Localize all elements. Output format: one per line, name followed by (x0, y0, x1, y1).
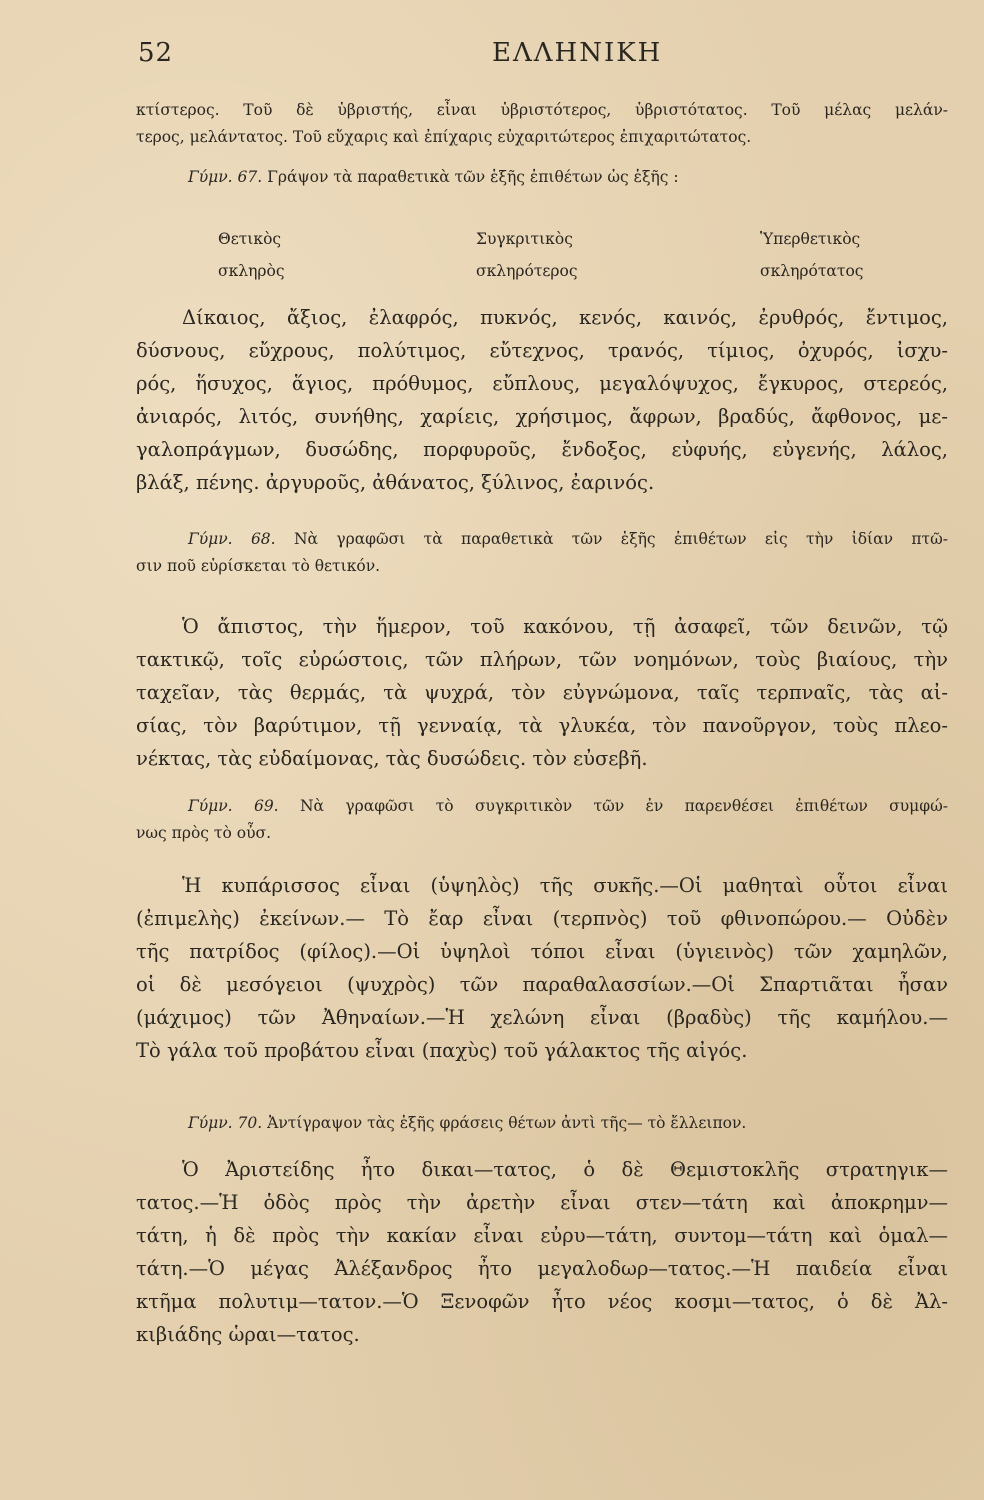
text-line: (ἐπιμελὴς) ἐκείνων.— Τὸ ἔαρ εἶναι (τερπνὸς) τοῦ φθινοπώρου.— Οὐδὲν (136, 907, 948, 930)
exercise-68-heading (136, 526, 948, 580)
table-example-comparative: σκληρότερος (476, 262, 578, 280)
text-line: τάτη, ἡ δὲ πρὸς τὴν κακίαν εἶναι εὐρυ—τάτη, συντομ—τάτη καὶ ὁμαλ— (136, 1224, 948, 1247)
running-head: ΕΛΛΗΝΙΚΗ (492, 38, 663, 68)
intro-paragraph (136, 97, 948, 151)
text-line: τάτη.—Ὁ μέγας Ἀλέξανδρος ἦτο μεγαλοδωρ—τατος.—Ἡ παιδεία εἶναι (136, 1257, 948, 1280)
text-line: κιβιάδης ὡραι—τατος. (136, 1323, 360, 1346)
text-line: Ἡ κυπάρισσος εἶναι (ὑψηλὸς) τῆς συκῆς.—Οἱ μαθηταὶ οὗτοι εἶναι (182, 874, 948, 897)
page-number: 52 (138, 38, 174, 68)
exercise-68-body (136, 610, 948, 775)
text-line: ταχεῖαν, τὰς θερμάς, τὰ ψυχρά, τὸν εὐγνώμονα, ταῖς τερπναῖς, τὰς αἰ- (136, 681, 948, 704)
text-line: νέκτας, τὰς εὐδαίμονας, τὰς δυσώδεις. τὸν εὐσεβῆ. (136, 747, 648, 770)
text-line: Δίκαιος, ἄξιος, ἐλαφρός, πυκνός, κενός, καινός, ἐρυθρός, ἔντιμος, (182, 306, 948, 329)
page-header (0, 38, 984, 78)
exercise-67-title: Γύμν. 67. (188, 168, 263, 186)
text-line: Τὸ γάλα τοῦ προβάτου εἶναι (παχὺς) τοῦ γάλακτος τῆς αἰγός. (136, 1039, 748, 1062)
text-line: τατος.—Ἡ ὁδὸς πρὸς τὴν ἀρετὴν εἶναι στεν—τάτη καὶ ἀποκρημν— (136, 1191, 948, 1214)
text-line: Ὁ ἄπιστος, τὴν ἥμερον, τοῦ κακόνου, τῇ ἀσαφεῖ, τῶν δεινῶν, τῷ (182, 615, 948, 638)
comparison-table (194, 230, 914, 286)
text-line: ἀνιαρός, λιτός, συνήθης, χαρίεις, χρήσιμος, ἄφρων, βραδύς, ἄφθονος, με- (136, 405, 948, 428)
table-example-positive: σκληρὸς (218, 262, 285, 280)
text-line: δύσνους, εὔχρους, πολύτιμος, εὔτεχνος, τρανός, τίμιος, ὀχυρός, ἰσχυ- (136, 339, 948, 362)
text-line: (μάχιμος) τῶν Ἀθηναίων.—Ἡ χελώνη εἶναι (βραδὺς) τῆς καμήλου.— (136, 1006, 948, 1029)
text-line: ρός, ἥσυχος, ἅγιος, πρόθυμος, εὔπλους, μεγαλόψυχος, ἔγκυρος, στερεός, (136, 372, 948, 395)
exercise-68-instruction-cont: σιν ποῦ εὑρίσκεται τὸ θετικόν. (136, 557, 381, 575)
table-example-superlative: σκληρότατος (760, 262, 864, 280)
exercise-69-body (136, 869, 948, 1067)
exercise-67-instruction: Γράψον τὰ παραθετικὰ τῶν ἑξῆς ἐπιθέτων ὡς ἑξῆς : (267, 168, 679, 186)
text-line: Ὁ Ἀριστείδης ἦτο δικαι—τατος, ὁ δὲ Θεμιστοκλῆς στρατηγικ— (182, 1158, 948, 1181)
table-header-superlative: Ὑπερθετικὸς (760, 230, 861, 248)
exercise-68-title: Γύμν. 68. (188, 530, 276, 548)
text-line: γαλοπράγμων, δυσώδης, πορφυροῦς, ἔνδοξος, εὐφυής, εὐγενής, λάλος, (136, 438, 948, 461)
exercise-69-instruction: Νὰ γραφῶσι τὸ συγκριτικὸν τῶν ἐν παρενθέσει ἐπιθέτων συμφώ- (299, 797, 948, 815)
exercise-69-heading (136, 793, 948, 847)
exercise-70-heading (136, 1110, 948, 1137)
table-header-positive: Θετικὸς (218, 230, 282, 248)
exercise-69-instruction-cont: νως πρὸς τὸ οὖσ. (136, 824, 272, 842)
exercise-67-adjectives (136, 301, 948, 499)
intro-line: κτίστερος. Τοῦ δὲ ὑβριστής, εἶναι ὑβριστότερος, ὑβριστότατος. Τοῦ μέλας μελάν- (136, 101, 948, 119)
text-line: τῆς πατρίδος (φίλος).—Οἱ ὑψηλοὶ τόποι εἶναι (ὑγιεινὸς) τῶν χαμηλῶν, (136, 940, 948, 963)
text-line: οἱ δὲ μεσόγειοι (ψυχρὸς) τῶν παραθαλασσίων.—Οἱ Σπαρτιᾶται ἦσαν (136, 973, 948, 996)
exercise-69-title: Γύμν. 69. (188, 797, 279, 815)
text-line: τακτικῷ, τοῖς εὐρώστοις, τῶν πλήρων, τῶν νοημόνων, τοὺς βιαίους, τὴν (136, 648, 948, 671)
exercise-70-instruction: Ἀντίγραψον τὰς ἑξῆς φράσεις θέτων ἀντὶ τῆς— τὸ ἔλλειπον. (267, 1114, 747, 1132)
exercise-68-instruction: Νὰ γραφῶσι τὰ παραθετικὰ τῶν ἑξῆς ἐπιθέτων εἰς τὴν ἰδίαν πτῶ- (293, 530, 948, 548)
text-line: βλάξ, πένης. ἀργυροῦς, ἀθάνατος, ξύλινος, ἐαρινός. (136, 471, 655, 494)
table-header-comparative: Συγκριτικὸς (476, 230, 573, 248)
text-line: σίας, τὸν βαρύτιμον, τῇ γενναίᾳ, τὰ γλυκέα, τὸν πανοῦργον, τοὺς πλεο- (136, 714, 948, 737)
text-line: κτῆμα πολυτιμ—τατον.—Ὁ Ξενοφῶν ἦτο νέος κοσμι—τατος, ὁ δὲ Ἀλ- (136, 1290, 948, 1313)
exercise-70-title: Γύμν. 70. (188, 1114, 263, 1132)
exercise-67-heading (136, 164, 948, 191)
intro-line: τερος, μελάντατος. Τοῦ εὔχαρις καὶ ἐπίχαρις εὐχαριτώτερος ἐπιχαριτώτατος. (136, 128, 752, 146)
exercise-70-body (136, 1153, 948, 1351)
